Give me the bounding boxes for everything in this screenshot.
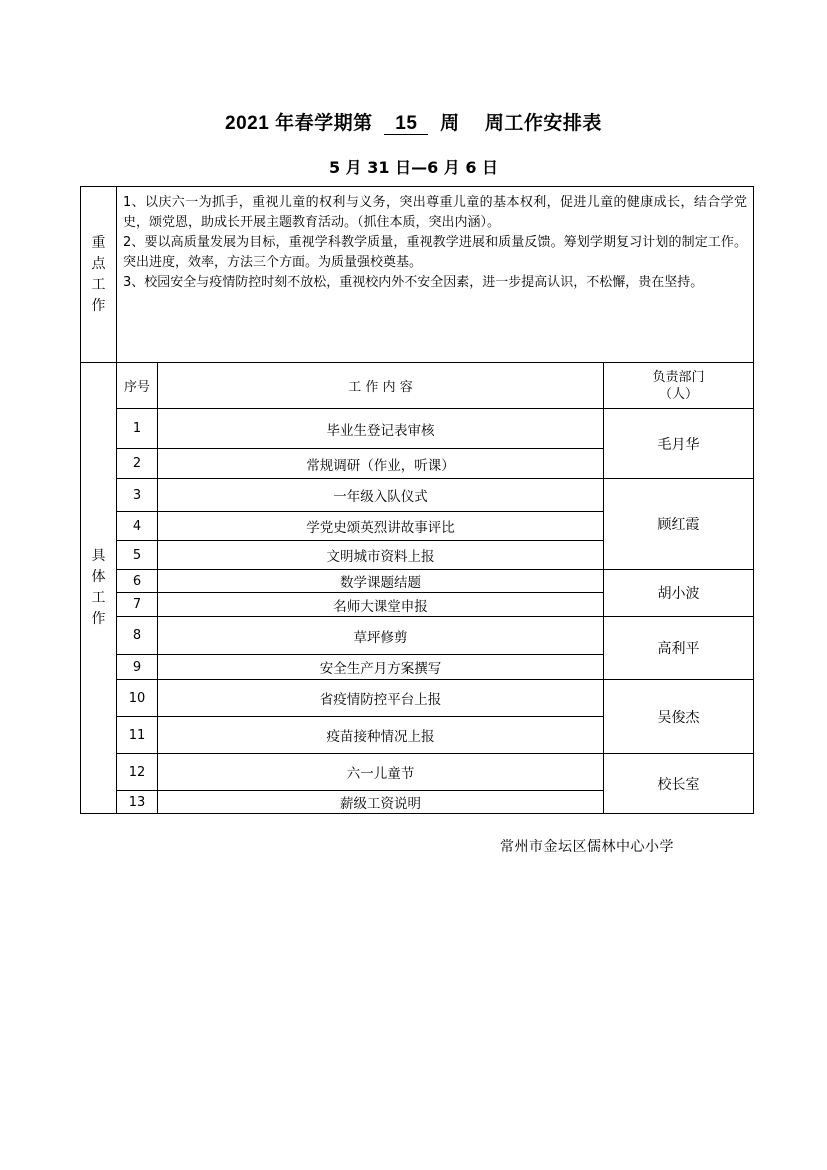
row-task: 常规调研（作业，听课） bbox=[158, 449, 604, 479]
schedule-table bbox=[80, 186, 754, 814]
table-row bbox=[81, 479, 754, 512]
header-dept: 负责部门 （人） bbox=[604, 363, 754, 409]
row-task: 薪级工资说明 bbox=[158, 791, 604, 814]
table-row bbox=[81, 680, 754, 717]
header-no: 序号 bbox=[117, 363, 158, 409]
row-task: 名师大课堂申报 bbox=[158, 593, 604, 617]
table-row bbox=[81, 409, 754, 449]
row-number: 6 bbox=[117, 570, 158, 593]
row-number: 3 bbox=[117, 479, 158, 512]
row-number: 8 bbox=[117, 617, 158, 655]
title-prefix: 2021 年春学期第 bbox=[225, 113, 373, 134]
week-number: 15 bbox=[384, 114, 428, 135]
row-number: 7 bbox=[117, 593, 158, 617]
row-task: 疫苗接种情况上报 bbox=[158, 717, 604, 754]
key-work-row bbox=[81, 187, 754, 363]
row-task: 一年级入队仪式 bbox=[158, 479, 604, 512]
row-number: 9 bbox=[117, 655, 158, 680]
row-number: 2 bbox=[117, 449, 158, 479]
key-work-label: 重 点 工 作 bbox=[81, 187, 117, 363]
row-number: 4 bbox=[117, 512, 158, 541]
row-number: 11 bbox=[117, 717, 158, 754]
table-row bbox=[81, 570, 754, 593]
row-task: 省疫情防控平台上报 bbox=[158, 680, 604, 717]
key-work-content bbox=[117, 187, 754, 363]
school-name: 常州市金坛区儒林中心小学 bbox=[500, 839, 674, 855]
row-task: 文明城市资料上报 bbox=[158, 541, 604, 570]
header-content: 工 作 内 容 bbox=[158, 363, 604, 409]
date-range: 5 月 31 日—6 月 6 日 bbox=[328, 158, 499, 177]
row-number: 1 bbox=[117, 409, 158, 449]
key-work-item: 1、以庆六一为抓手，重视儿童的权利与义务，突出尊重儿童的基本权利，促进儿童的健康成长，结合学党史，颂党恩，助成长开展主题教育活动。（抓住本质，突出内涵）。 bbox=[123, 195, 747, 230]
page-title bbox=[0, 108, 827, 135]
row-number: 13 bbox=[117, 791, 158, 814]
row-number: 10 bbox=[117, 680, 158, 717]
table-header-row bbox=[81, 363, 754, 409]
row-task: 学党史颂英烈讲故事评比 bbox=[158, 512, 604, 541]
row-task: 数学课题结题 bbox=[158, 570, 604, 593]
title-suffix: 周 周工作安排表 bbox=[440, 113, 602, 134]
specific-work-label: 具 体 工 作 bbox=[81, 363, 117, 814]
row-owner: 高利平 bbox=[604, 617, 754, 680]
table-row bbox=[81, 617, 754, 655]
row-task: 六一儿童节 bbox=[158, 754, 604, 791]
row-owner: 校长室 bbox=[604, 754, 754, 814]
key-work-item: 3、校园安全与疫情防控时刻不放松，重视校内外不安全因素，进一步提高认识，不松懈，贵在坚持。 bbox=[123, 275, 704, 290]
table-row bbox=[81, 754, 754, 791]
row-owner: 顾红霞 bbox=[604, 479, 754, 570]
row-task: 毕业生登记表审核 bbox=[158, 409, 604, 449]
row-number: 5 bbox=[117, 541, 158, 570]
row-owner: 毛月华 bbox=[604, 409, 754, 479]
row-task: 安全生产月方案撰写 bbox=[158, 655, 604, 680]
key-work-item: 2、要以高质量发展为目标，重视学科教学质量，重视教学进展和质量反馈。筹划学期复习计划的制定工作。突出进度，效率，方法三个方面。为质量强校奠基。 bbox=[123, 235, 747, 270]
row-owner: 吴俊杰 bbox=[604, 680, 754, 754]
row-owner: 胡小波 bbox=[604, 570, 754, 617]
row-number: 12 bbox=[117, 754, 158, 791]
row-task: 草坪修剪 bbox=[158, 617, 604, 655]
